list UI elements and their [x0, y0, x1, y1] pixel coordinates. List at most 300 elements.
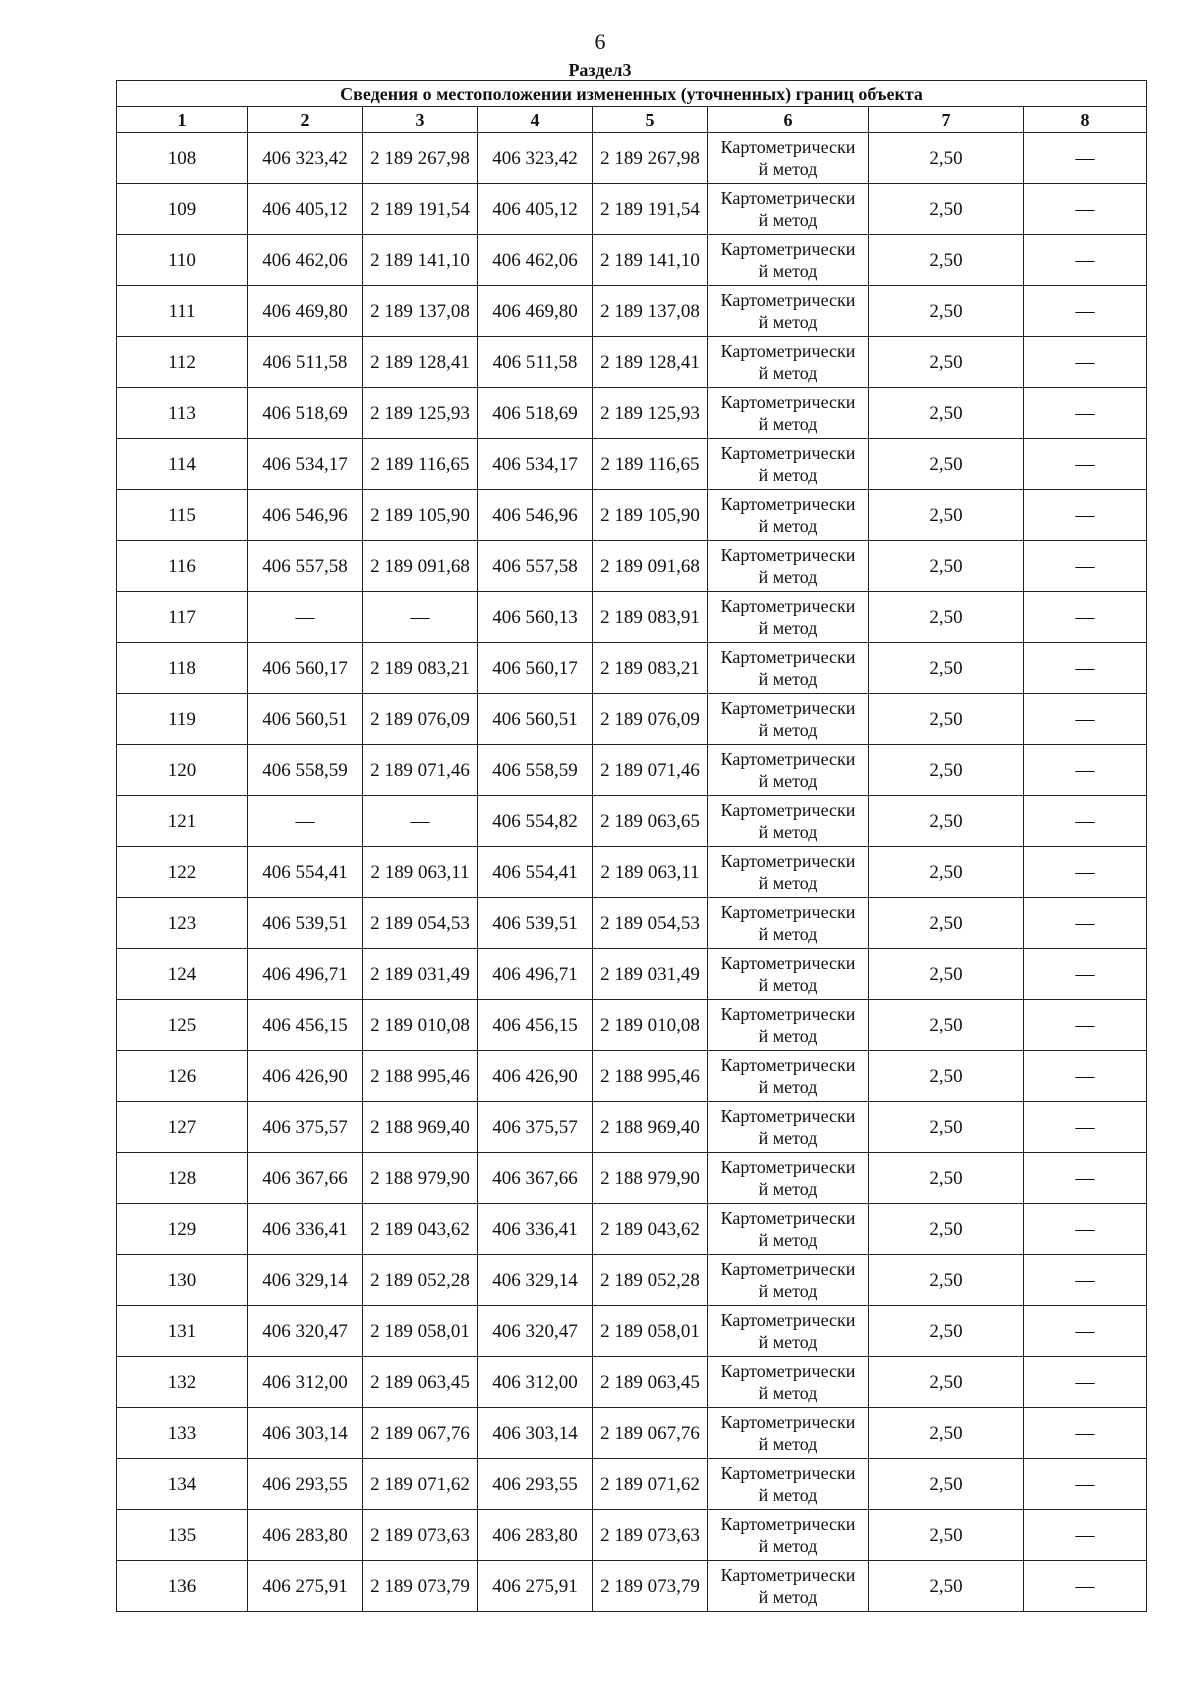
method-cell: [708, 1510, 869, 1561]
y-existing-cell: 2 189 052,28: [363, 1255, 478, 1306]
table-row: [117, 439, 1147, 490]
y-refined-cell: 2 189 071,62: [593, 1459, 708, 1510]
accuracy-cell: 2,50: [869, 541, 1024, 592]
table-row: [117, 184, 1147, 235]
x-refined-cell: 406 336,41: [478, 1204, 593, 1255]
accuracy-cell: 2,50: [869, 1357, 1024, 1408]
note-cell: —: [1024, 745, 1147, 796]
y-existing-cell: 2 188 979,90: [363, 1153, 478, 1204]
point-number-cell: 117: [117, 592, 248, 643]
y-refined-cell: 2 189 067,76: [593, 1408, 708, 1459]
x-refined-cell: 406 560,17: [478, 643, 593, 694]
x-refined-cell: 406 496,71: [478, 949, 593, 1000]
x-existing-cell: 406 336,41: [248, 1204, 363, 1255]
point-number-cell: 124: [117, 949, 248, 1000]
table-row: [117, 694, 1147, 745]
x-existing-cell: 406 405,12: [248, 184, 363, 235]
x-existing-cell: 406 456,15: [248, 1000, 363, 1051]
table-row: [117, 1357, 1147, 1408]
table-row: [117, 1561, 1147, 1612]
method-text: й метод: [758, 465, 818, 485]
table-title-row: [117, 81, 1147, 107]
x-existing-cell: 406 554,41: [248, 847, 363, 898]
method-text: Картометрически: [720, 1106, 856, 1126]
y-existing-cell: 2 189 128,41: [363, 337, 478, 388]
x-refined-cell: 406 320,47: [478, 1306, 593, 1357]
accuracy-cell: 2,50: [869, 337, 1024, 388]
table-row: [117, 133, 1147, 184]
note-cell: —: [1024, 796, 1147, 847]
x-existing-cell: 406 534,17: [248, 439, 363, 490]
accuracy-cell: 2,50: [869, 949, 1024, 1000]
x-refined-cell: 406 323,42: [478, 133, 593, 184]
table-body: [117, 133, 1147, 1612]
note-cell: —: [1024, 1459, 1147, 1510]
method-text: й метод: [758, 924, 818, 944]
x-existing-cell: 406 518,69: [248, 388, 363, 439]
note-cell: —: [1024, 1510, 1147, 1561]
accuracy-cell: 2,50: [869, 133, 1024, 184]
accuracy-cell: 2,50: [869, 388, 1024, 439]
note-cell: —: [1024, 847, 1147, 898]
method-cell: [708, 1561, 869, 1612]
point-number-cell: 120: [117, 745, 248, 796]
boundary-coordinates-table: [116, 80, 1147, 1612]
x-refined-cell: 406 283,80: [478, 1510, 593, 1561]
method-cell: [708, 1255, 869, 1306]
y-existing-cell: 2 189 063,45: [363, 1357, 478, 1408]
y-refined-cell: 2 189 073,63: [593, 1510, 708, 1561]
method-cell: [708, 796, 869, 847]
method-text: Картометрически: [720, 443, 856, 463]
method-text: Картометрически: [720, 1208, 856, 1228]
y-refined-cell: 2 189 105,90: [593, 490, 708, 541]
method-text: й метод: [758, 1332, 818, 1352]
x-refined-cell: 406 560,51: [478, 694, 593, 745]
note-cell: —: [1024, 1204, 1147, 1255]
method-text: Картометрически: [720, 953, 856, 973]
x-existing-cell: —: [248, 592, 363, 643]
x-refined-cell: 406 534,17: [478, 439, 593, 490]
x-refined-cell: 406 303,14: [478, 1408, 593, 1459]
accuracy-cell: 2,50: [869, 1561, 1024, 1612]
x-existing-cell: 406 469,80: [248, 286, 363, 337]
point-number-cell: 116: [117, 541, 248, 592]
note-cell: —: [1024, 235, 1147, 286]
method-text: Картометрически: [720, 800, 856, 820]
method-text: й метод: [758, 1128, 818, 1148]
x-existing-cell: 406 462,06: [248, 235, 363, 286]
table-row: [117, 949, 1147, 1000]
y-refined-cell: 2 189 073,79: [593, 1561, 708, 1612]
method-text: Картометрически: [720, 1004, 856, 1024]
table-row: [117, 1051, 1147, 1102]
table-title: Сведения о местоположении измененных (уточненных) границ объекта: [117, 81, 1147, 107]
note-cell: —: [1024, 1102, 1147, 1153]
method-text: й метод: [758, 1077, 818, 1097]
table-row: [117, 847, 1147, 898]
accuracy-cell: 2,50: [869, 694, 1024, 745]
y-existing-cell: 2 189 054,53: [363, 898, 478, 949]
table-row: [117, 1153, 1147, 1204]
accuracy-cell: 2,50: [869, 1408, 1024, 1459]
method-text: Картометрически: [720, 341, 856, 361]
point-number-cell: 135: [117, 1510, 248, 1561]
method-text: Картометрически: [720, 1514, 856, 1534]
y-existing-cell: 2 189 137,08: [363, 286, 478, 337]
x-existing-cell: 406 320,47: [248, 1306, 363, 1357]
x-refined-cell: 406 426,90: [478, 1051, 593, 1102]
y-existing-cell: 2 189 141,10: [363, 235, 478, 286]
x-existing-cell: 406 283,80: [248, 1510, 363, 1561]
point-number-cell: 115: [117, 490, 248, 541]
method-text: й метод: [758, 312, 818, 332]
method-text: Картометрически: [720, 698, 856, 718]
page-number: 6: [594, 29, 606, 54]
method-cell: [708, 592, 869, 643]
y-existing-cell: 2 189 105,90: [363, 490, 478, 541]
point-number-cell: 125: [117, 1000, 248, 1051]
point-number-cell: 129: [117, 1204, 248, 1255]
method-text: Картометрически: [720, 1361, 856, 1381]
x-refined-cell: 406 558,59: [478, 745, 593, 796]
method-text: Картометрически: [720, 290, 856, 310]
column-number: 1: [117, 107, 248, 133]
table-row: [117, 235, 1147, 286]
method-text: й метод: [758, 159, 818, 179]
y-refined-cell: 2 188 979,90: [593, 1153, 708, 1204]
point-number-cell: 111: [117, 286, 248, 337]
y-refined-cell: 2 189 125,93: [593, 388, 708, 439]
method-cell: [708, 1153, 869, 1204]
point-number-cell: 121: [117, 796, 248, 847]
column-number: 4: [478, 107, 593, 133]
method-text: й метод: [758, 1230, 818, 1250]
accuracy-cell: 2,50: [869, 1102, 1024, 1153]
x-existing-cell: 406 539,51: [248, 898, 363, 949]
note-cell: —: [1024, 1000, 1147, 1051]
method-text: й метод: [758, 720, 818, 740]
y-refined-cell: 2 189 083,91: [593, 592, 708, 643]
accuracy-cell: 2,50: [869, 592, 1024, 643]
point-number-cell: 123: [117, 898, 248, 949]
method-text: й метод: [758, 1434, 818, 1454]
table-row: [117, 286, 1147, 337]
method-text: Картометрически: [720, 749, 856, 769]
method-text: й метод: [758, 975, 818, 995]
method-text: й метод: [758, 771, 818, 791]
y-refined-cell: 2 188 995,46: [593, 1051, 708, 1102]
x-refined-cell: 406 518,69: [478, 388, 593, 439]
method-text: й метод: [758, 1536, 818, 1556]
table-row: [117, 490, 1147, 541]
accuracy-cell: 2,50: [869, 1255, 1024, 1306]
method-cell: [708, 439, 869, 490]
y-refined-cell: 2 188 969,40: [593, 1102, 708, 1153]
x-refined-cell: 406 557,58: [478, 541, 593, 592]
table-row: [117, 541, 1147, 592]
x-existing-cell: 406 496,71: [248, 949, 363, 1000]
note-cell: —: [1024, 1357, 1147, 1408]
x-refined-cell: 406 293,55: [478, 1459, 593, 1510]
point-number-cell: 132: [117, 1357, 248, 1408]
x-refined-cell: 406 469,80: [478, 286, 593, 337]
method-text: й метод: [758, 567, 818, 587]
method-cell: [708, 235, 869, 286]
point-number-cell: 134: [117, 1459, 248, 1510]
accuracy-cell: 2,50: [869, 643, 1024, 694]
y-existing-cell: —: [363, 592, 478, 643]
method-text: Картометрически: [720, 1412, 856, 1432]
note-cell: —: [1024, 286, 1147, 337]
table-row: [117, 745, 1147, 796]
x-existing-cell: 406 558,59: [248, 745, 363, 796]
x-refined-cell: 406 539,51: [478, 898, 593, 949]
y-refined-cell: 2 189 137,08: [593, 286, 708, 337]
method-cell: [708, 1408, 869, 1459]
method-cell: [708, 1000, 869, 1051]
y-existing-cell: 2 189 073,63: [363, 1510, 478, 1561]
table-row: [117, 1255, 1147, 1306]
method-text: й метод: [758, 618, 818, 638]
table-row: [117, 1510, 1147, 1561]
x-existing-cell: 406 293,55: [248, 1459, 363, 1510]
point-number-cell: 131: [117, 1306, 248, 1357]
point-number-cell: 114: [117, 439, 248, 490]
point-number-cell: 109: [117, 184, 248, 235]
y-refined-cell: 2 189 267,98: [593, 133, 708, 184]
point-number-cell: 110: [117, 235, 248, 286]
method-text: Картометрически: [720, 1565, 856, 1585]
column-number-row: [117, 107, 1147, 133]
note-cell: —: [1024, 694, 1147, 745]
y-existing-cell: 2 189 067,76: [363, 1408, 478, 1459]
note-cell: —: [1024, 1255, 1147, 1306]
column-number: 5: [593, 107, 708, 133]
x-refined-cell: 406 405,12: [478, 184, 593, 235]
method-text: Картометрически: [720, 1310, 856, 1330]
y-existing-cell: 2 189 071,62: [363, 1459, 478, 1510]
method-text: Картометрически: [720, 494, 856, 514]
method-text: й метод: [758, 1383, 818, 1403]
x-existing-cell: 406 367,66: [248, 1153, 363, 1204]
y-refined-cell: 2 189 191,54: [593, 184, 708, 235]
method-cell: [708, 133, 869, 184]
column-number: 3: [363, 107, 478, 133]
table-row: [117, 337, 1147, 388]
y-refined-cell: 2 189 071,46: [593, 745, 708, 796]
table-row: [117, 1459, 1147, 1510]
y-refined-cell: 2 189 128,41: [593, 337, 708, 388]
y-existing-cell: 2 189 083,21: [363, 643, 478, 694]
point-number-cell: 127: [117, 1102, 248, 1153]
x-refined-cell: 406 554,82: [478, 796, 593, 847]
y-existing-cell: 2 189 267,98: [363, 133, 478, 184]
y-existing-cell: 2 189 073,79: [363, 1561, 478, 1612]
method-cell: [708, 1306, 869, 1357]
x-refined-cell: 406 312,00: [478, 1357, 593, 1408]
x-existing-cell: 406 426,90: [248, 1051, 363, 1102]
note-cell: —: [1024, 337, 1147, 388]
note-cell: —: [1024, 1051, 1147, 1102]
method-text: Картометрически: [720, 239, 856, 259]
method-text: й метод: [758, 363, 818, 383]
note-cell: —: [1024, 1306, 1147, 1357]
accuracy-cell: 2,50: [869, 184, 1024, 235]
y-refined-cell: 2 189 058,01: [593, 1306, 708, 1357]
method-cell: [708, 541, 869, 592]
table-row: [117, 592, 1147, 643]
x-existing-cell: 406 275,91: [248, 1561, 363, 1612]
table-row: [117, 643, 1147, 694]
point-number-cell: 133: [117, 1408, 248, 1459]
method-cell: [708, 1357, 869, 1408]
x-existing-cell: 406 303,14: [248, 1408, 363, 1459]
table-row: [117, 388, 1147, 439]
x-refined-cell: 406 511,58: [478, 337, 593, 388]
accuracy-cell: 2,50: [869, 847, 1024, 898]
y-existing-cell: 2 188 969,40: [363, 1102, 478, 1153]
note-cell: —: [1024, 1408, 1147, 1459]
method-text: й метод: [758, 516, 818, 536]
method-text: Картометрически: [720, 902, 856, 922]
point-number-cell: 122: [117, 847, 248, 898]
x-existing-cell: 406 312,00: [248, 1357, 363, 1408]
y-refined-cell: 2 189 043,62: [593, 1204, 708, 1255]
method-text: Картометрически: [720, 647, 856, 667]
x-refined-cell: 406 329,14: [478, 1255, 593, 1306]
accuracy-cell: 2,50: [869, 796, 1024, 847]
y-existing-cell: —: [363, 796, 478, 847]
point-number-cell: 128: [117, 1153, 248, 1204]
accuracy-cell: 2,50: [869, 235, 1024, 286]
x-existing-cell: 406 329,14: [248, 1255, 363, 1306]
note-cell: —: [1024, 541, 1147, 592]
method-text: й метод: [758, 822, 818, 842]
y-existing-cell: 2 189 058,01: [363, 1306, 478, 1357]
y-refined-cell: 2 189 083,21: [593, 643, 708, 694]
column-number: 6: [708, 107, 869, 133]
accuracy-cell: 2,50: [869, 1051, 1024, 1102]
method-cell: [708, 1204, 869, 1255]
y-existing-cell: 2 189 116,65: [363, 439, 478, 490]
point-number-cell: 126: [117, 1051, 248, 1102]
x-existing-cell: 406 511,58: [248, 337, 363, 388]
method-text: Картометрически: [720, 188, 856, 208]
x-existing-cell: 406 323,42: [248, 133, 363, 184]
table-row: [117, 796, 1147, 847]
method-cell: [708, 184, 869, 235]
x-existing-cell: —: [248, 796, 363, 847]
note-cell: —: [1024, 1153, 1147, 1204]
accuracy-cell: 2,50: [869, 1153, 1024, 1204]
x-existing-cell: 406 557,58: [248, 541, 363, 592]
y-existing-cell: 2 189 043,62: [363, 1204, 478, 1255]
x-refined-cell: 406 560,13: [478, 592, 593, 643]
table-row: [117, 1408, 1147, 1459]
note-cell: —: [1024, 133, 1147, 184]
x-refined-cell: 406 456,15: [478, 1000, 593, 1051]
method-cell: [708, 949, 869, 1000]
y-refined-cell: 2 189 054,53: [593, 898, 708, 949]
y-refined-cell: 2 189 063,11: [593, 847, 708, 898]
method-cell: [708, 490, 869, 541]
method-text: Картометрически: [720, 1055, 856, 1075]
note-cell: —: [1024, 643, 1147, 694]
y-refined-cell: 2 189 031,49: [593, 949, 708, 1000]
accuracy-cell: 2,50: [869, 286, 1024, 337]
x-refined-cell: 406 462,06: [478, 235, 593, 286]
point-number-cell: 130: [117, 1255, 248, 1306]
accuracy-cell: 2,50: [869, 439, 1024, 490]
x-refined-cell: 406 554,41: [478, 847, 593, 898]
x-existing-cell: 406 560,17: [248, 643, 363, 694]
method-text: Картометрически: [720, 545, 856, 565]
accuracy-cell: 2,50: [869, 1204, 1024, 1255]
method-text: й метод: [758, 669, 818, 689]
y-existing-cell: 2 189 091,68: [363, 541, 478, 592]
section-label: Раздел3: [568, 60, 632, 80]
method-cell: [708, 694, 869, 745]
method-cell: [708, 1051, 869, 1102]
method-cell: [708, 643, 869, 694]
table-row: [117, 898, 1147, 949]
table-row: [117, 1102, 1147, 1153]
y-refined-cell: 2 189 010,08: [593, 1000, 708, 1051]
column-number: 2: [248, 107, 363, 133]
method-text: й метод: [758, 261, 818, 281]
y-refined-cell: 2 189 116,65: [593, 439, 708, 490]
accuracy-cell: 2,50: [869, 1306, 1024, 1357]
y-existing-cell: 2 189 191,54: [363, 184, 478, 235]
x-refined-cell: 406 367,66: [478, 1153, 593, 1204]
method-text: й метод: [758, 210, 818, 230]
note-cell: —: [1024, 490, 1147, 541]
note-cell: —: [1024, 439, 1147, 490]
y-existing-cell: 2 189 125,93: [363, 388, 478, 439]
y-refined-cell: 2 189 063,65: [593, 796, 708, 847]
method-text: Картометрически: [720, 392, 856, 412]
point-number-cell: 119: [117, 694, 248, 745]
x-refined-cell: 406 546,96: [478, 490, 593, 541]
method-text: Картометрически: [720, 1157, 856, 1177]
table-row: [117, 1000, 1147, 1051]
method-text: й метод: [758, 414, 818, 434]
method-text: Картометрически: [720, 137, 856, 157]
method-cell: [708, 388, 869, 439]
y-existing-cell: 2 189 010,08: [363, 1000, 478, 1051]
y-refined-cell: 2 189 052,28: [593, 1255, 708, 1306]
method-text: Картометрически: [720, 1259, 856, 1279]
x-refined-cell: 406 375,57: [478, 1102, 593, 1153]
accuracy-cell: 2,50: [869, 490, 1024, 541]
accuracy-cell: 2,50: [869, 1510, 1024, 1561]
y-refined-cell: 2 189 063,45: [593, 1357, 708, 1408]
method-text: Картометрически: [720, 596, 856, 616]
method-text: й метод: [758, 873, 818, 893]
method-cell: [708, 1102, 869, 1153]
table-row: [117, 1306, 1147, 1357]
method-text: Картометрически: [720, 1463, 856, 1483]
y-refined-cell: 2 189 141,10: [593, 235, 708, 286]
y-existing-cell: 2 189 031,49: [363, 949, 478, 1000]
note-cell: —: [1024, 184, 1147, 235]
y-refined-cell: 2 189 076,09: [593, 694, 708, 745]
y-existing-cell: 2 189 076,09: [363, 694, 478, 745]
x-refined-cell: 406 275,91: [478, 1561, 593, 1612]
method-text: Картометрически: [720, 851, 856, 871]
note-cell: —: [1024, 898, 1147, 949]
